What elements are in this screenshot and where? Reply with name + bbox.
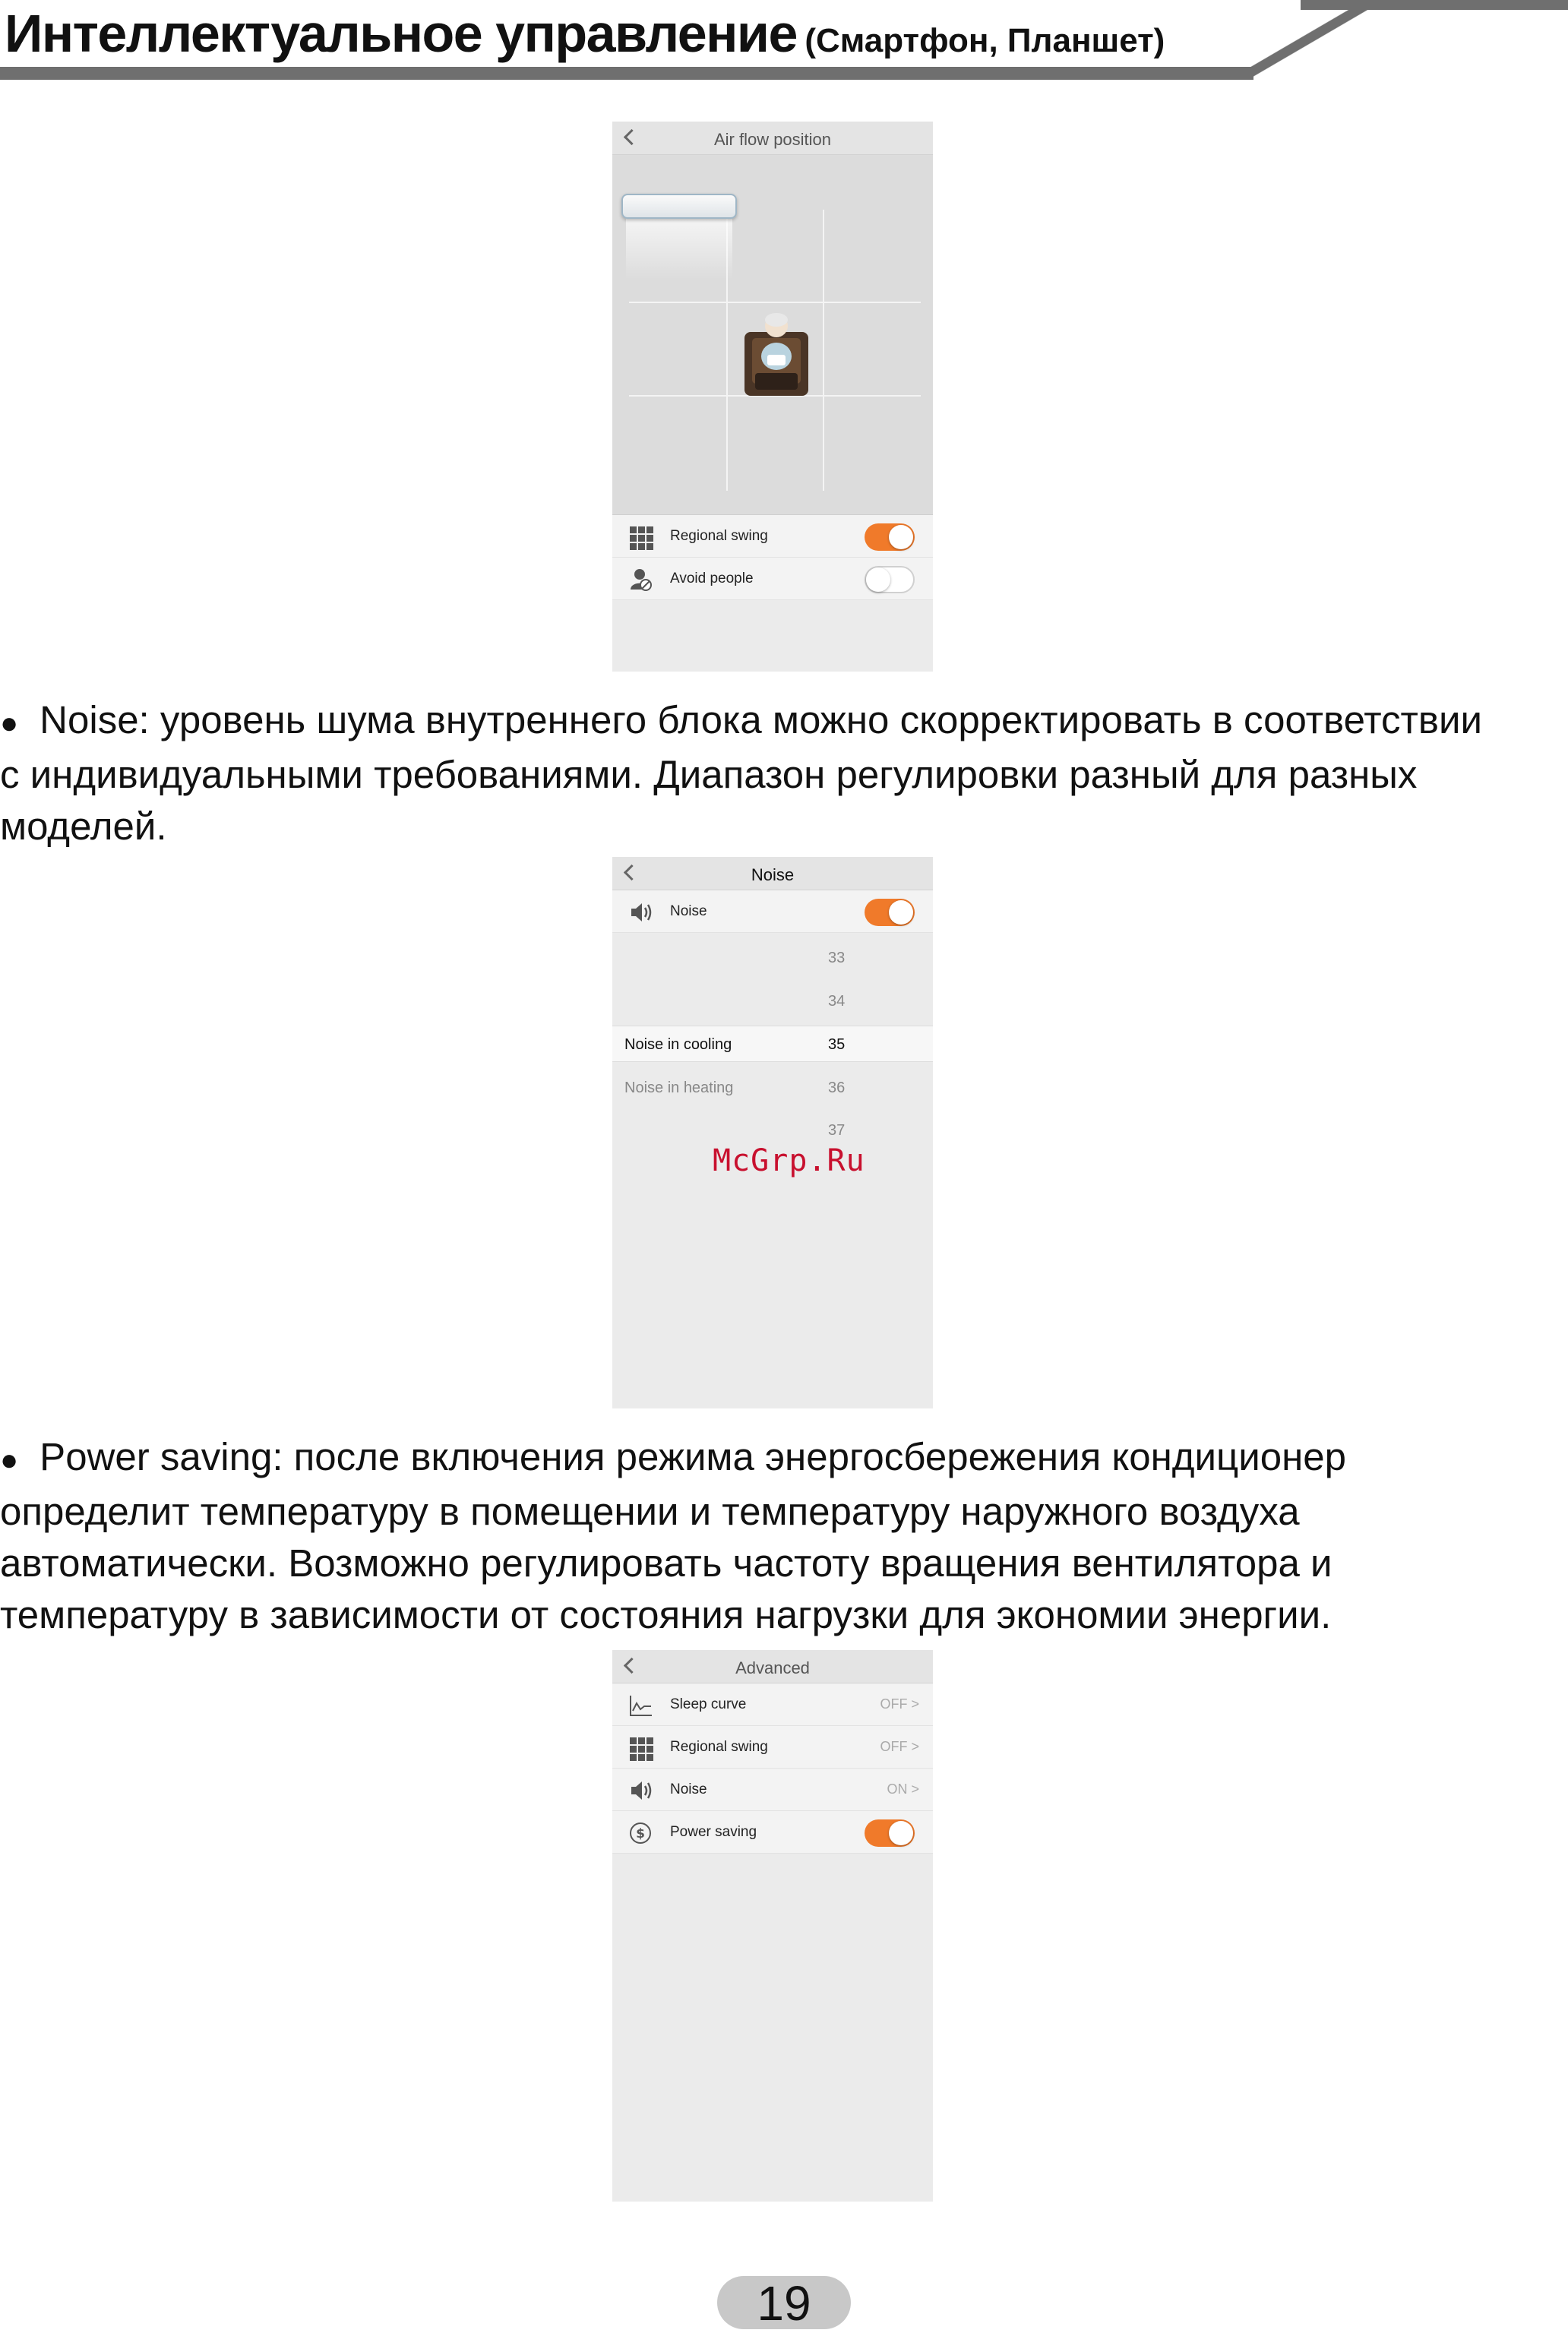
noise-row[interactable]: [612, 1769, 933, 1811]
avoid-people-toggle[interactable]: [865, 566, 915, 593]
bullet: ●: [0, 707, 19, 740]
screen-advanced: [612, 1650, 933, 2202]
nav-bar: [612, 1650, 933, 1683]
noise-value: ON >: [887, 1781, 919, 1797]
power-text-line-2: определит температуру в помещении и температуру наружного воздуха: [0, 1490, 1300, 1533]
sleep-curve-row[interactable]: [612, 1683, 933, 1726]
screen-air-flow-position: [612, 122, 933, 672]
noise-text-line-2: с индивидуальными требованиями. Диапазон регулировки разный для разных: [0, 753, 1418, 796]
page-title: Интеллектуальное управление: [5, 4, 797, 63]
sleep-curve-icon: [629, 1694, 653, 1717]
seated-person-icon[interactable]: [740, 311, 813, 398]
power-saving-paragraph: [0, 1431, 1568, 1641]
speaker-icon: [629, 901, 653, 924]
power-saving-row[interactable]: [612, 1811, 933, 1854]
noise-in-cooling-label: Noise in cooling: [624, 1036, 732, 1053]
grid-icon: [629, 1737, 653, 1759]
picker-item[interactable]: [612, 983, 933, 1020]
picker-value: 34: [828, 993, 846, 1010]
sleep-curve-label: Sleep curve: [670, 1696, 747, 1712]
nav-bar: [612, 857, 933, 890]
speaker-icon: [629, 1779, 653, 1802]
regional-swing-row[interactable]: [612, 1726, 933, 1769]
air-flow-beam: [626, 219, 732, 280]
picker-value: 33: [828, 950, 846, 966]
regional-swing-toggle[interactable]: [865, 523, 915, 551]
regional-swing-row[interactable]: [612, 515, 933, 558]
regional-swing-label: Regional swing: [670, 528, 768, 544]
dollar-icon: [629, 1822, 653, 1845]
noise-text-line-3: моделей.: [0, 805, 167, 848]
grid-icon: [629, 526, 653, 548]
screen-title: Noise: [751, 865, 795, 884]
noise-in-heating-label: Noise in heating: [624, 1080, 734, 1096]
regional-swing-label: Regional swing: [670, 1739, 768, 1755]
picker-value: 37: [828, 1122, 846, 1139]
power-saving-label: Power saving: [670, 1824, 757, 1840]
picker-value: 36: [828, 1080, 846, 1096]
noise-label: Noise: [670, 903, 707, 919]
header-diagonal: [1231, 0, 1367, 80]
sleep-curve-value: OFF >: [880, 1696, 919, 1712]
power-text-line-1: Power saving: после включения режима энергосбережения кондиционер: [40, 1435, 1346, 1478]
page-number: 19: [717, 2276, 851, 2329]
avoid-people-label: Avoid people: [670, 571, 754, 586]
air-flow-grid[interactable]: [612, 155, 933, 515]
svg-text:$: $: [636, 1826, 645, 1841]
header-rule: [0, 67, 1253, 80]
header-top-rule: [1301, 0, 1568, 10]
page-subtitle: (Смартфон, Планшет): [805, 22, 1165, 59]
power-text-line-4: температуру в зависимости от состояния нагрузки для экономии энергии.: [0, 1593, 1332, 1636]
noise-label: Noise: [670, 1781, 707, 1797]
picker-item[interactable]: [612, 940, 933, 976]
person-icon: [629, 568, 653, 591]
picker-item[interactable]: [612, 1070, 933, 1106]
power-saving-toggle[interactable]: [865, 1819, 915, 1847]
regional-swing-value: OFF >: [880, 1739, 919, 1754]
noise-paragraph: [0, 694, 1568, 852]
avoid-people-row[interactable]: [612, 558, 933, 600]
screen-title: Advanced: [735, 1658, 810, 1677]
power-text-line-3: автоматически. Возможно регулировать частоту вращения вентилятора и: [0, 1541, 1332, 1585]
screen-noise: [612, 857, 933, 1408]
screen-title: Air flow position: [713, 130, 832, 149]
picker-value-selected: 35: [828, 1036, 846, 1053]
picker-item-selected[interactable]: [612, 1026, 933, 1062]
noise-text-line-1: Noise: уровень шума внутреннего блока можно скорректировать в соответствии: [40, 698, 1482, 741]
noise-toggle[interactable]: [865, 899, 915, 926]
noise-row[interactable]: [612, 890, 933, 933]
bullet: ●: [0, 1443, 19, 1477]
page-header: [5, 3, 1165, 64]
nav-bar: [612, 122, 933, 155]
air-conditioner-unit-icon: [621, 194, 737, 219]
watermark: McGrp.Ru: [713, 1143, 865, 1178]
